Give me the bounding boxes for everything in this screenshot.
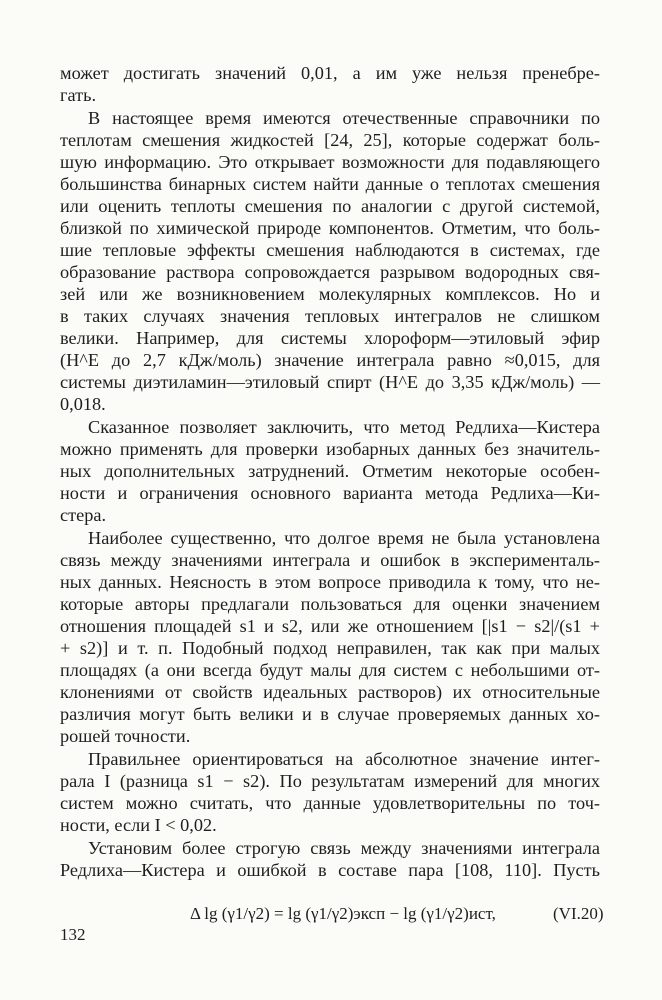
equation-number: (VI.20) (553, 904, 604, 923)
text-line: шие тепловые эффекты смешения наблюдаются в системах, где (60, 240, 600, 260)
text-line: ности, если I < 0,02. (60, 815, 217, 835)
text-line: близкой по химической природе компонентов. Отметим, что боль- (60, 218, 600, 238)
equation-vi-20: Δ lg (γ1/γ2) = lg (γ1/γ2)эксп − lg (γ1/γ2)ист, (190, 904, 496, 923)
text-line: образование раствора сопровождается разрывом водородных свя- (60, 262, 600, 282)
text-line: связь между значениями интеграла и ошибок в эксперименталь- (60, 550, 600, 570)
text-line: можно применять для проверки изобарных данных без значитель- (60, 439, 600, 459)
text-line: систем можно считать, что данные удовлетворительны по точ- (60, 793, 600, 813)
text-line: стера. (60, 505, 107, 525)
text-line: В настоящее время имеются отечественные справочники по (88, 108, 600, 128)
text-line: системы диэтиламин—этиловый спирт (H^E до 3,35 кДж/моль) — (60, 372, 600, 392)
text-line: клонениями от свойств идеальных растворов) их относительные (60, 682, 600, 702)
text-line: Редлиха—Кистера и ошибкой в составе пара [108, 110]. Пусть (60, 860, 600, 880)
text-line: гать. (60, 85, 97, 105)
text-line: может достигать значений 0,01, а им уже нельзя пренебре- (60, 63, 600, 83)
text-line: Правильнее ориентироваться на абсолютное значение интег- (88, 749, 600, 769)
text-line: площадях (а они всегда будут малы для систем с небольшими от- (60, 660, 600, 680)
page-number: 132 (60, 925, 86, 944)
text-line: теплотам смешения жидкостей [24, 25], которые содержат боль- (60, 130, 600, 150)
text-line: 0,018. (60, 394, 106, 414)
text-line: отношения площадей s1 и s2, или же отношением [|s1 − s2|/(s1 + (60, 616, 600, 636)
text-line: рала I (разница s1 − s2). По результатам измерений для многих (60, 771, 600, 791)
text-line: (H^E до 2,7 кДж/моль) значение интеграла равно ≈0,015, для (60, 350, 600, 370)
text-line: в таких случаях значения тепловых интегралов не слишком (60, 306, 600, 326)
text-line: зей или же возникновением молекулярных комплексов. Но и (60, 284, 600, 304)
text-line: большинства бинарных систем найти данные о теплотах смешения (60, 174, 600, 194)
text-line: Установим более строгую связь между значениями интеграла (88, 838, 600, 858)
text-line: + s2)] и т. п. Подобный подход неправилен, так как при малых (60, 638, 600, 658)
text-line: ных дополнительных затруднений. Отметим некоторые особен- (60, 461, 600, 481)
text-line: рошей точности. (60, 726, 191, 746)
text-line: ных данных. Неясность в этом вопросе приводила к тому, что не- (60, 572, 600, 592)
text-line: ности и ограничения основного варианта метода Редлиха—Ки- (60, 483, 600, 503)
text-line: которые авторы предлагали пользоваться для оценки значением (60, 594, 600, 614)
text-line: различия могут быть велики и в случае проверяемых данных хо- (60, 704, 600, 724)
text-line: Сказанное позволяет заключить, что метод Редлиха—Кистера (88, 417, 600, 437)
text-line: или оценить теплоты смешения по аналогии с другой системой, (60, 196, 600, 216)
text-line: шую информацию. Это открывает возможности для подавляющего (60, 152, 600, 172)
text-line: Наиболее существенно, что долгое время не была установлена (88, 528, 600, 548)
text-line: велики. Например, для системы хлороформ—этиловый эфир (60, 328, 600, 348)
